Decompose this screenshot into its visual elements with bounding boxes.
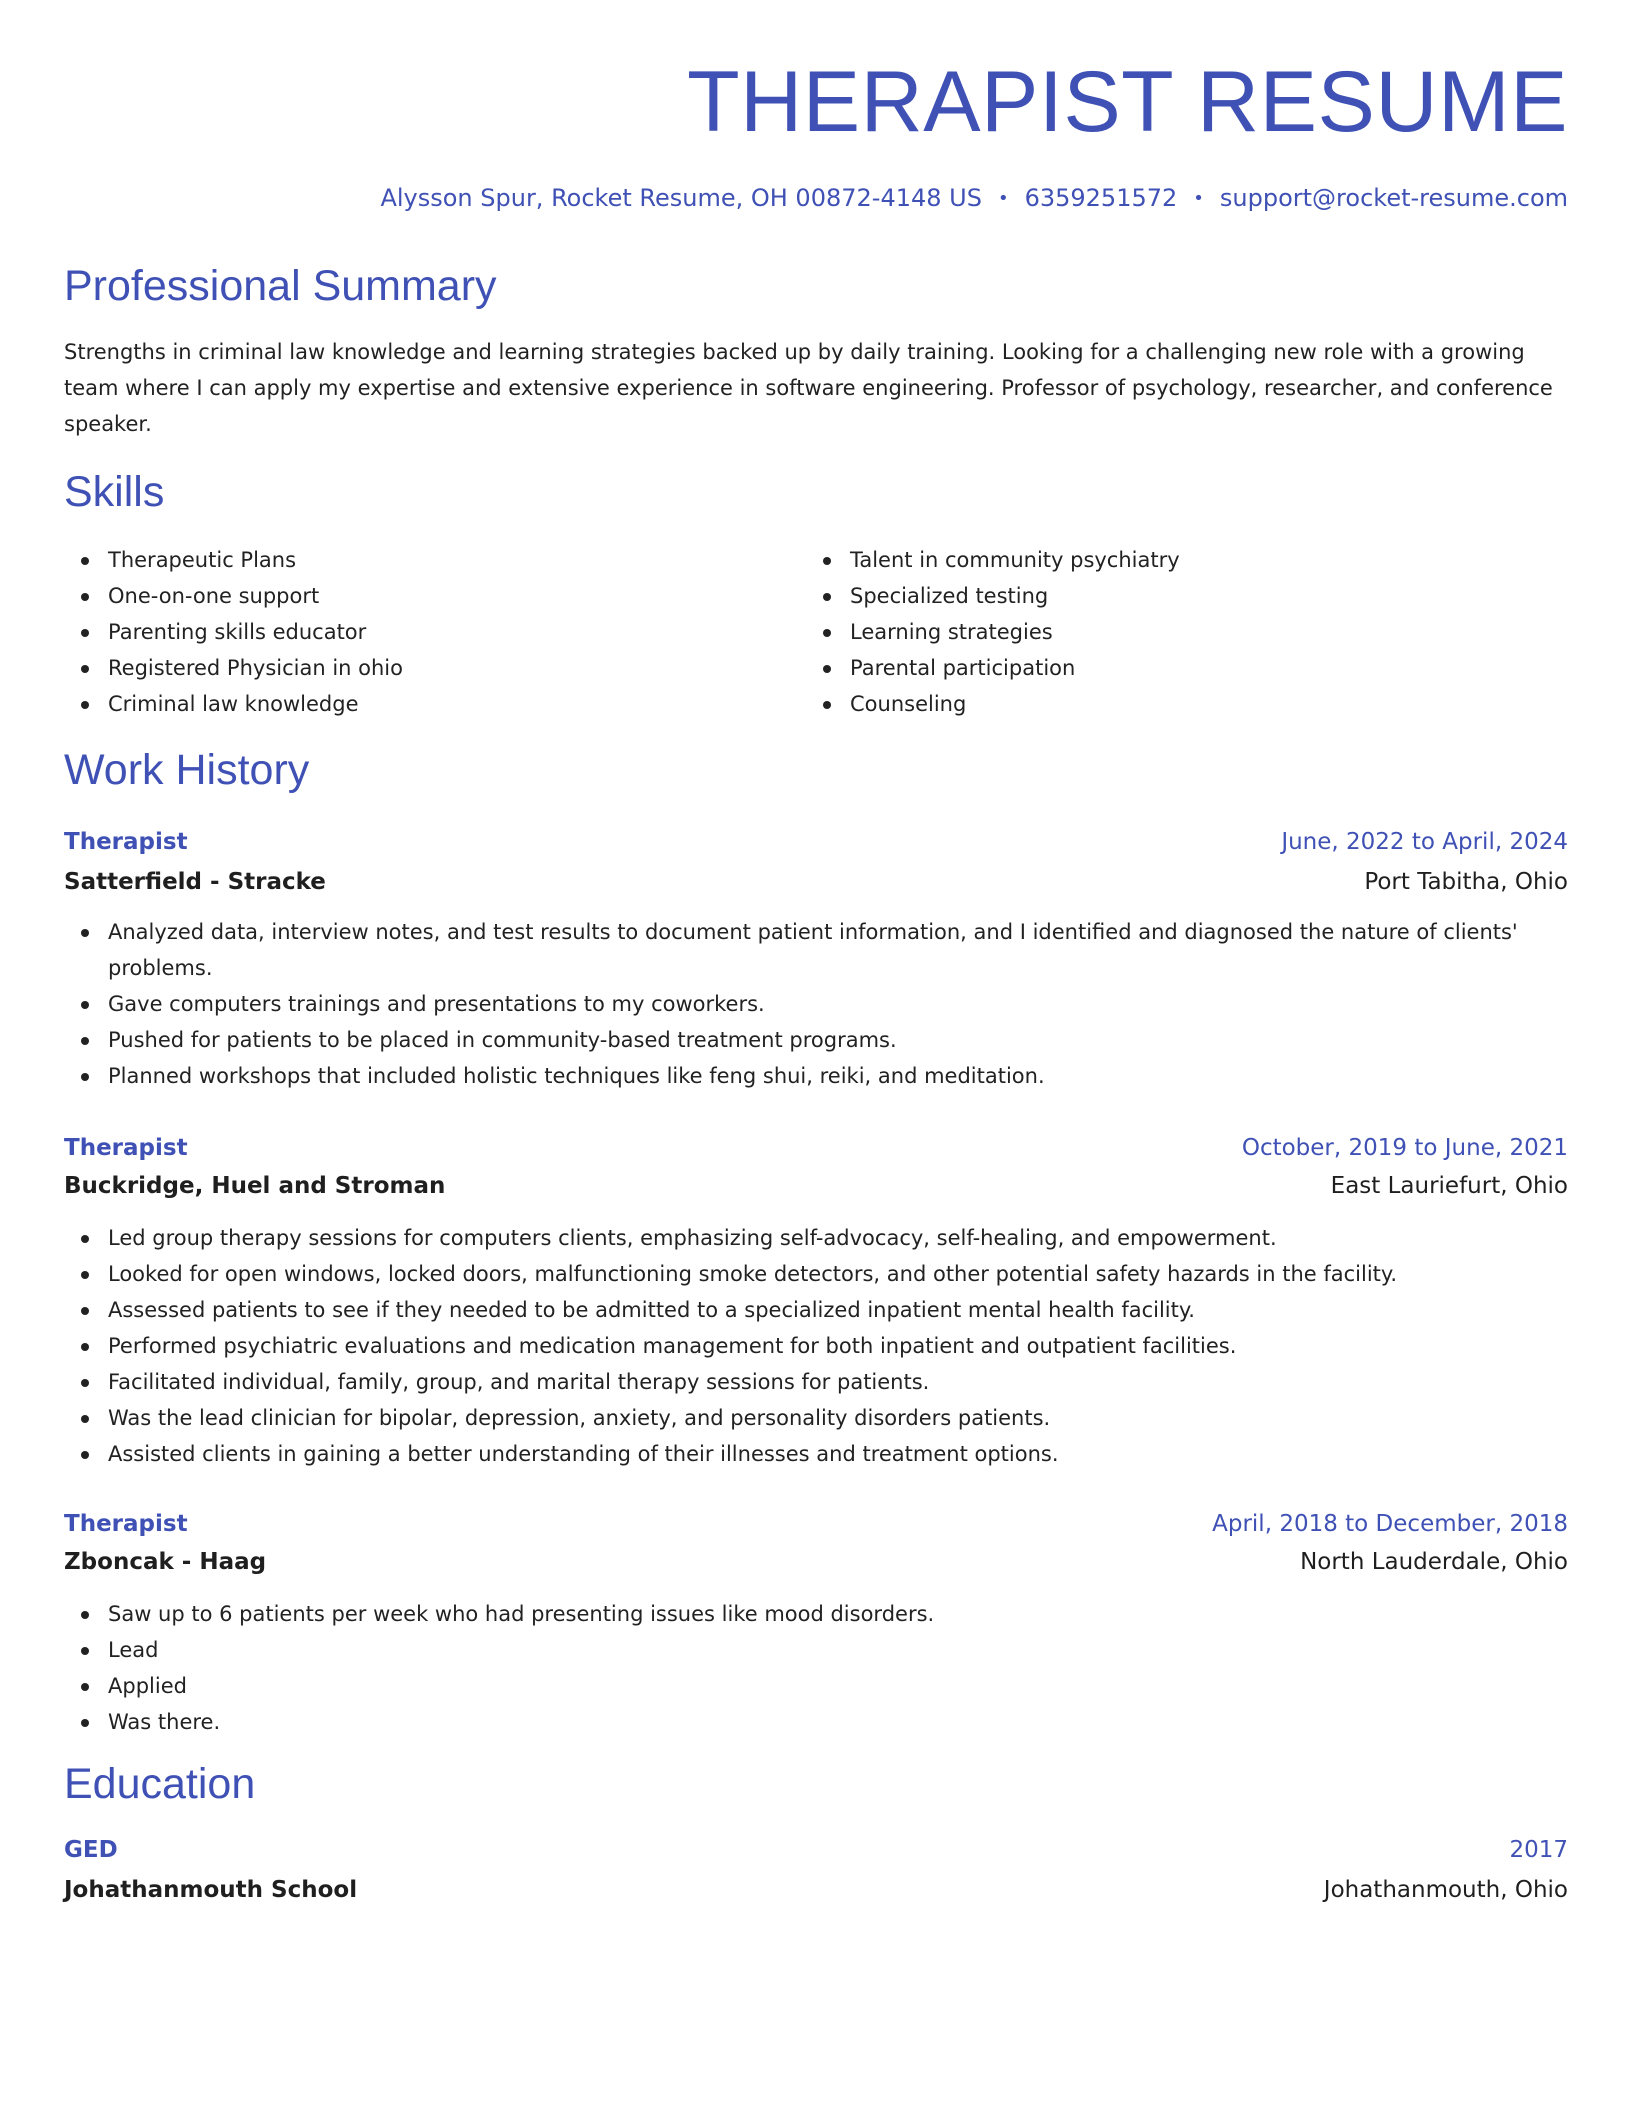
skill-item: Talent in community psychiatry [806,542,1506,578]
education-degree: GED [64,1837,118,1863]
skill-item: Specialized testing [806,578,1506,614]
education-school-row [64,1870,1568,1910]
job-title: Therapist [64,1135,188,1161]
skill-item: Parental participation [806,650,1506,686]
job-bullets [64,914,1568,1094]
work-history-heading: Work History [64,746,310,794]
job-dates: June, 2022 to April, 2024 [1281,829,1568,855]
contact-separator: • [997,188,1009,209]
job-bullet: Pushed for patients to be placed in community-based treatment programs. [64,1022,1568,1058]
skill-item: Counseling [806,686,1506,722]
job-bullet: Analyzed data, interview notes, and test results to document patient information, and I identified and diagnosed the nature of clients' problems. [64,914,1568,986]
skills-heading: Skills [64,468,165,516]
job-bullet: Was there. [64,1704,1568,1740]
job-bullet: Gave computers trainings and presentations to my coworkers. [64,986,1568,1022]
education-school: Johathanmouth School [64,1877,358,1903]
contact-address: Alysson Spur, Rocket Resume, OH 00872-4148 US [380,184,982,212]
job-header [64,1504,1568,1544]
job-bullet: Facilitated individual, family, group, and marital therapy sessions for patients. [64,1364,1568,1400]
job-bullet: Was the lead clinician for bipolar, depression, anxiety, and personality disorders patients. [64,1400,1568,1436]
job-header [64,1128,1568,1168]
job-bullet: Lead [64,1632,1568,1668]
skill-item: One-on-one support [64,578,764,614]
job-employer [64,1166,1568,1206]
job-bullet: Performed psychiatric evaluations and medication management for both inpatient and outpatient facilities. [64,1328,1568,1364]
job-bullets [64,1220,1568,1472]
resume-title: THERAPIST RESUME [687,54,1568,150]
contact-email[interactable]: support@rocket-resume.com [1219,184,1568,212]
skills-list-left [64,542,764,722]
summary-text: Strengths in criminal law knowledge and learning strategies backed up by daily training. Looking for a challenging new role with a growing team where I can apply my expertise and extensive experience in software engineering. Professor of psychology, researcher, and conference speaker. [64,340,1553,436]
job-bullet: Looked for open windows, locked doors, malfunctioning smoke detectors, and other potential safety hazards in the facility. [64,1256,1568,1292]
job-bullet: Saw up to 6 patients per week who had presenting issues like mood disorders. [64,1596,1568,1632]
skills-list-right [806,542,1506,722]
skill-item: Registered Physician in ohio [64,650,764,686]
skill-item: Criminal law knowledge [64,686,764,722]
job-location: Port Tabitha, Ohio [1364,869,1568,895]
job-bullet: Assisted clients in gaining a better understanding of their illnesses and treatment options. [64,1436,1568,1472]
job-location: North Lauderdale, Ohio [1300,1549,1568,1575]
job-title: Therapist [64,829,188,855]
job-title: Therapist [64,1511,188,1537]
job-employer [64,1542,1568,1582]
education-year: 2017 [1509,1837,1568,1863]
job-header [64,822,1568,862]
skill-item: Therapeutic Plans [64,542,764,578]
job-dates: October, 2019 to June, 2021 [1241,1135,1568,1161]
job-location: East Lauriefurt, Ohio [1330,1173,1568,1199]
education-location: Johathanmouth, Ohio [1323,1877,1568,1903]
job-company: Buckridge, Huel and Stroman [64,1173,446,1199]
summary-heading: Professional Summary [64,262,497,310]
job-bullet: Planned workshops that included holistic techniques like feng shui, reiki, and meditation. [64,1058,1568,1094]
job-dates: April, 2018 to December, 2018 [1212,1511,1568,1537]
job-company: Satterfield - Stracke [64,869,326,895]
job-bullet: Assessed patients to see if they needed to be admitted to a specialized inpatient mental health facility. [64,1292,1568,1328]
skill-item: Parenting skills educator [64,614,764,650]
job-bullet: Applied [64,1668,1568,1704]
contact-line [380,178,1568,219]
job-employer [64,862,1568,902]
job-company: Zboncak - Haag [64,1549,267,1575]
job-bullets [64,1596,1568,1740]
contact-phone: 6359251572 [1024,184,1178,212]
skill-item: Learning strategies [806,614,1506,650]
education-heading: Education [64,1760,256,1808]
education-header [64,1830,1568,1870]
job-bullet: Led group therapy sessions for computers clients, emphasizing self-advocacy, self-healing, and empowerment. [64,1220,1568,1256]
contact-separator: • [1193,188,1204,209]
